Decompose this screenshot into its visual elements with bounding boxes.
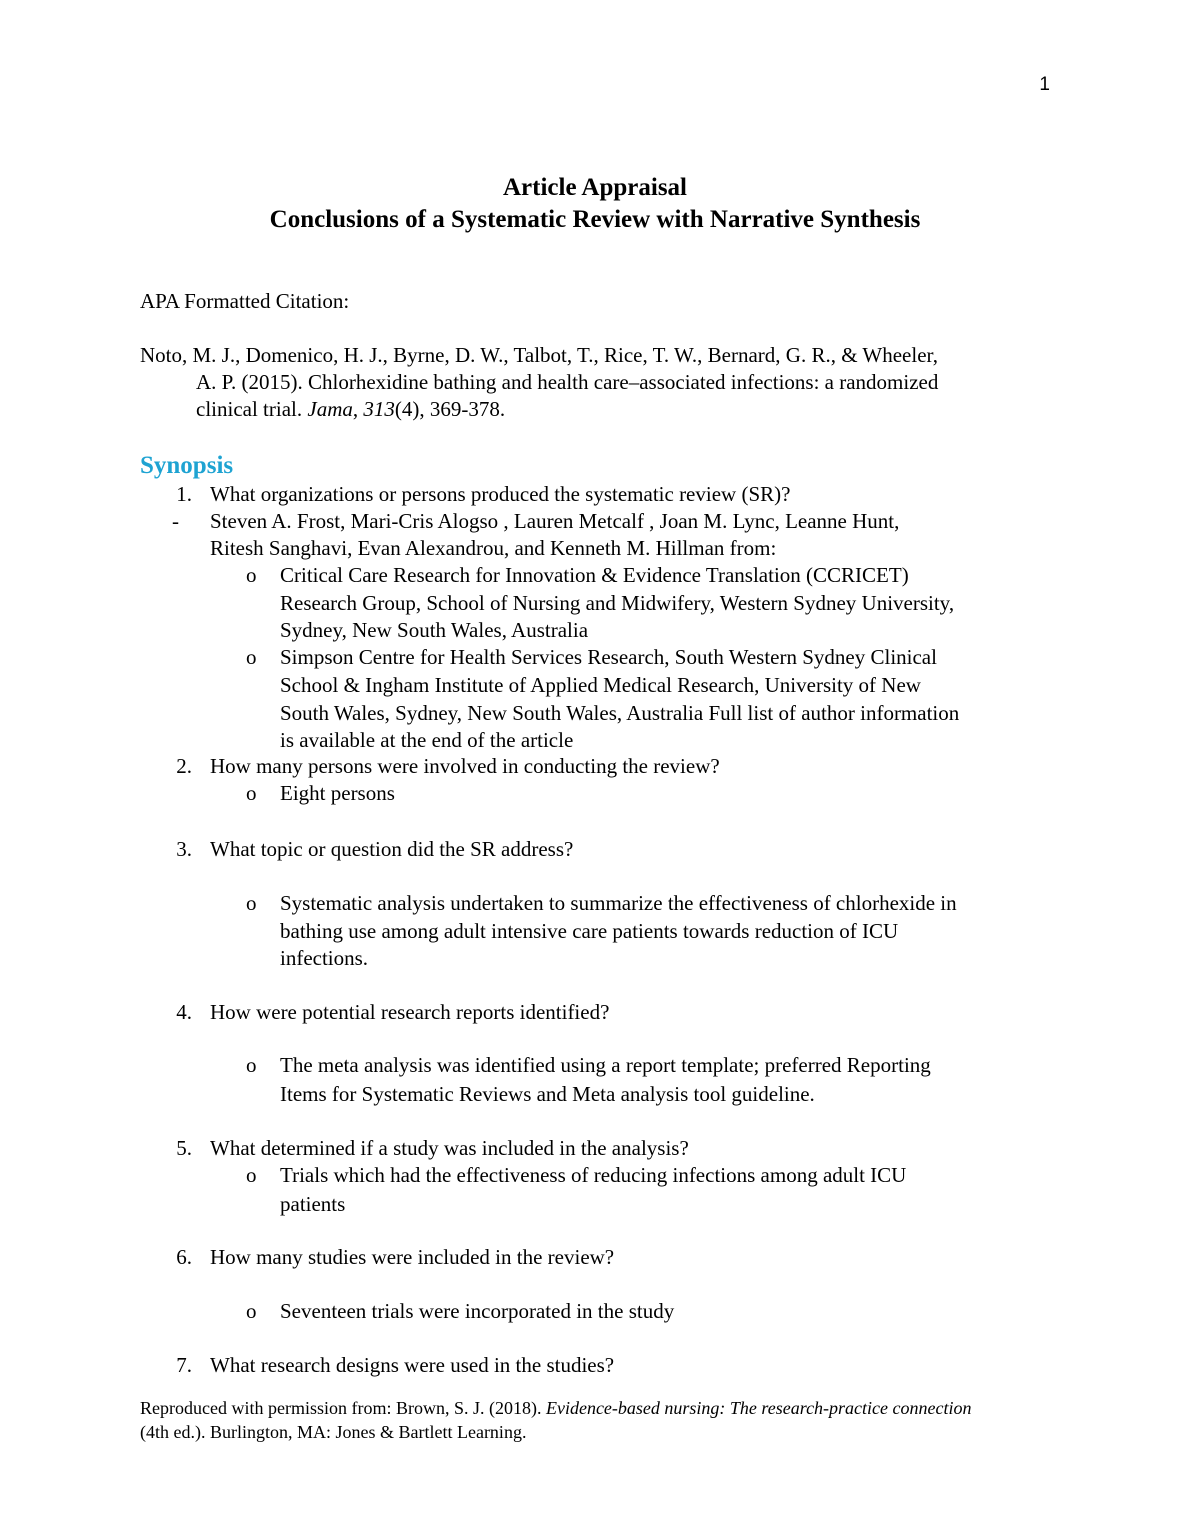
question-text: What topic or question did the SR address? <box>210 837 574 861</box>
answer-text: is available at the end of the article <box>280 728 574 752</box>
footer-book-title: Evidence-based nursing: The research-practice connection <box>545 1398 972 1418</box>
bullet-marker: o <box>246 1163 257 1187</box>
citation-line: Noto, M. J., Domenico, H. J., Byrne, D. W., Talbot, T., Rice, T. W., Bernard, G. R., & Wheeler, <box>140 343 938 367</box>
question-text: What organizations or persons produced the systematic review (SR)? <box>210 482 791 506</box>
answer-text: Steven A. Frost, Mari-Cris Alogso , Lauren Metcalf , Joan M. Lync, Leanne Hunt, <box>210 509 900 533</box>
citation-line <box>196 396 505 423</box>
question-text: How many persons were involved in conducting the review? <box>210 754 720 778</box>
question-number: 3. <box>176 837 192 861</box>
bullet-marker: o <box>246 645 257 669</box>
page-number: 1 <box>1039 74 1050 95</box>
question-text: What determined if a study was included in the analysis? <box>210 1136 689 1160</box>
bullet-marker: o <box>246 781 257 805</box>
citation-separator: , <box>352 397 364 421</box>
bullet-marker: o <box>246 1053 257 1077</box>
answer-text: School & Ingham Institute of Applied Medical Research, University of New <box>280 673 921 697</box>
answer-text: Ritesh Sanghavi, Evan Alexandrou, and Kenneth M. Hillman from: <box>210 536 777 560</box>
question-number: 2. <box>176 754 192 778</box>
page-title: Article Appraisal <box>502 174 687 201</box>
question-number: 4. <box>176 1000 192 1024</box>
answer-text: Items for Systematic Reviews and Meta analysis tool guideline. <box>280 1082 815 1106</box>
page-subtitle: Conclusions of a Systematic Review with Narrative Synthesis <box>269 206 921 233</box>
answer-text: Research Group, School of Nursing and Midwifery, Western Sydney University, <box>280 591 955 615</box>
footer-text: Reproduced with permission from: Brown, S. J. (2018). <box>140 1398 546 1418</box>
synopsis-heading: Synopsis <box>140 452 234 479</box>
question-number: 1. <box>176 482 192 506</box>
answer-text: patients <box>280 1192 346 1216</box>
citation-label: APA Formatted Citation: <box>140 289 350 313</box>
question-text: How were potential research reports identified? <box>210 1000 610 1024</box>
question-number: 6. <box>176 1245 192 1269</box>
citation-text: clinical trial. <box>196 397 308 421</box>
answer-text: Simpson Centre for Health Services Research, South Western Sydney Clinical <box>280 645 937 669</box>
answer-text: bathing use among adult intensive care patients towards reduction of ICU <box>280 919 899 943</box>
bullet-marker: o <box>246 563 257 587</box>
citation-pages: (4), 369-378. <box>394 397 506 421</box>
footer-line <box>140 1396 972 1420</box>
citation-line: A. P. (2015). Chlorhexidine bathing and health care–associated infections: a randomized <box>196 370 939 394</box>
answer-text: Trials which had the effectiveness of reducing infections among adult ICU <box>280 1163 907 1187</box>
footer-line: (4th ed.). Burlington, MA: Jones & Bartlett Learning. <box>140 1422 527 1442</box>
answer-text: Critical Care Research for Innovation & Evidence Translation (CCRICET) <box>280 563 909 587</box>
bullet-marker: o <box>246 891 257 915</box>
answer-text: The meta analysis was identified using a report template; preferred Reporting <box>280 1053 931 1077</box>
answer-text: Sydney, New South Wales, Australia <box>280 618 589 642</box>
journal-name: Jama <box>307 397 353 421</box>
answer-text: infections. <box>280 946 369 970</box>
question-text: What research designs were used in the studies? <box>210 1353 615 1377</box>
dash-marker: - <box>172 509 179 533</box>
answer-text: Seventeen trials were incorporated in the study <box>280 1299 675 1323</box>
bullet-marker: o <box>246 1299 257 1323</box>
answer-text: Eight persons <box>280 781 395 805</box>
journal-volume: 313 <box>363 397 395 421</box>
answer-text: South Wales, Sydney, New South Wales, Australia Full list of author information <box>280 701 960 725</box>
question-number: 5. <box>176 1136 192 1160</box>
question-number: 7. <box>176 1353 192 1377</box>
answer-text: Systematic analysis undertaken to summarize the effectiveness of chlorhexide in <box>280 891 957 915</box>
question-text: How many studies were included in the review? <box>210 1245 615 1269</box>
